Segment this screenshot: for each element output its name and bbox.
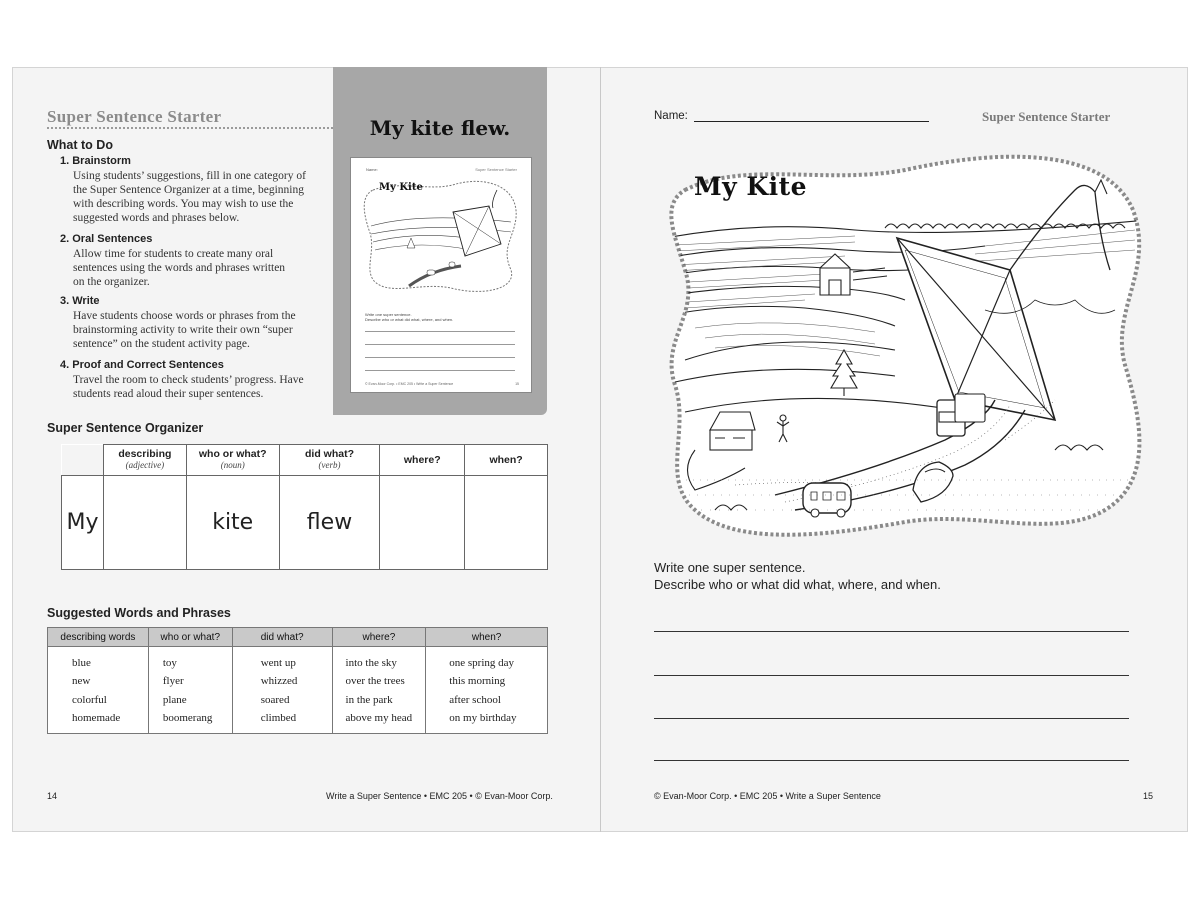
- suggested-col-where: into the sky over the trees in the park above my head: [332, 647, 426, 734]
- name-field-line[interactable]: [694, 121, 929, 122]
- right-page-header: Super Sentence Starter: [982, 109, 1111, 124]
- organizer-cell: [103, 476, 186, 570]
- instruction-line-2: Describe who or what did what, where, and when.: [654, 577, 941, 592]
- writing-line[interactable]: [654, 718, 1129, 719]
- instructions: [654, 559, 941, 593]
- suggested-col-describing: blue new colorful homemade: [48, 647, 149, 734]
- suggested-col-header: did what?: [232, 628, 332, 647]
- name-label: Name:: [654, 110, 688, 122]
- step-4-title: 4. Proof and Correct Sentences: [60, 359, 224, 371]
- left-page-header: Super Sentence Starter: [47, 107, 222, 126]
- suggested-words-table: [47, 627, 548, 734]
- organizer-col-who: who or what? (noun): [186, 445, 279, 476]
- thumb-kite-illustration: [361, 178, 523, 296]
- activity-page-thumbnail: [350, 157, 532, 393]
- what-to-do-heading: What to Do: [47, 138, 113, 152]
- organizer-header-blank: [62, 445, 104, 476]
- organizer-col-where: where?: [380, 445, 465, 476]
- thumb-writing-line: [365, 370, 515, 371]
- suggested-col-header: where?: [332, 628, 426, 647]
- organizer-cell: flew: [279, 476, 380, 570]
- writing-line[interactable]: [654, 675, 1129, 676]
- suggested-col-who: toy flyer plane boomerang: [148, 647, 232, 734]
- step-1-title: 1. Brainstorm: [60, 155, 131, 167]
- left-page-number: 14: [47, 791, 58, 801]
- preview-title: My kite flew.: [369, 116, 511, 140]
- thumb-instruction-2: Describe who or what did what, where, and when.: [365, 317, 454, 322]
- suggested-col-when: one spring day this morning after school on my birthday: [426, 647, 548, 734]
- suggested-col-header: when?: [426, 628, 548, 647]
- step-3-title: 3. Write: [60, 295, 100, 307]
- organizer-col-describing: describing (adjective): [103, 445, 186, 476]
- organizer-col-did: did what? (verb): [279, 445, 380, 476]
- thumb-writing-line: [365, 357, 515, 358]
- organizer-cell: [465, 476, 548, 570]
- writing-line[interactable]: [654, 760, 1129, 761]
- step-3-text: Have students choose words or phrases from the brainstorming activity to write their own “super sentence” on the student activity page.: [73, 310, 296, 350]
- book-gutter: [600, 67, 601, 832]
- suggested-col-header: who or what?: [148, 628, 232, 647]
- thumb-writing-line: [365, 344, 515, 345]
- suggested-col-header: describing words: [48, 628, 149, 647]
- instruction-line-1: Write one super sentence.: [654, 560, 806, 575]
- step-2-text: Allow time for students to create many oral sentences using the words and phrases written on the organizer.: [73, 248, 286, 288]
- writing-line[interactable]: [654, 631, 1129, 632]
- step-2-title: 2. Oral Sentences: [60, 233, 153, 245]
- suggested-col-did: went up whizzed soared climbed: [232, 647, 332, 734]
- left-page-footer: Write a Super Sentence • EMC 205 • © Evan-Moor Corp.: [326, 791, 553, 801]
- organizer-col-when: when?: [465, 445, 548, 476]
- organizer-heading: Super Sentence Organizer: [47, 421, 204, 435]
- thumb-art-title: My Kite: [379, 182, 423, 193]
- right-page-footer: © Evan-Moor Corp. • EMC 205 • Write a Super Sentence: [654, 791, 881, 801]
- suggested-heading: Suggested Words and Phrases: [47, 606, 231, 620]
- thumb-writing-line: [365, 331, 515, 332]
- thumb-name-label: Name:: [366, 167, 378, 172]
- thumb-page-number: 15: [515, 382, 519, 386]
- right-page-number: 15: [1143, 791, 1154, 801]
- thumb-instruction-1: Write one super sentence.: [365, 312, 412, 317]
- super-sentence-organizer: [61, 444, 548, 570]
- art-title: My Kite: [694, 172, 808, 201]
- organizer-cell: My: [62, 476, 104, 570]
- thumb-footer: © Evan-Moor Corp. • EMC 205 • Write a Super Sentence: [365, 382, 454, 386]
- organizer-cell: kite: [186, 476, 279, 570]
- step-1-text: Using students’ suggestions, fill in one category of the Super Sentence Organizer at a time, beginning with describing words. You may wish to use the suggested words and phrases below.: [73, 170, 306, 224]
- step-4-text: Travel the room to check students’ progress. Have students read aloud their super sentences.: [73, 374, 304, 400]
- header-dotted-rule: [47, 127, 333, 129]
- thumb-header: Super Sentence Starter: [475, 167, 517, 172]
- organizer-cell: [380, 476, 465, 570]
- kite-illustration: [655, 150, 1147, 545]
